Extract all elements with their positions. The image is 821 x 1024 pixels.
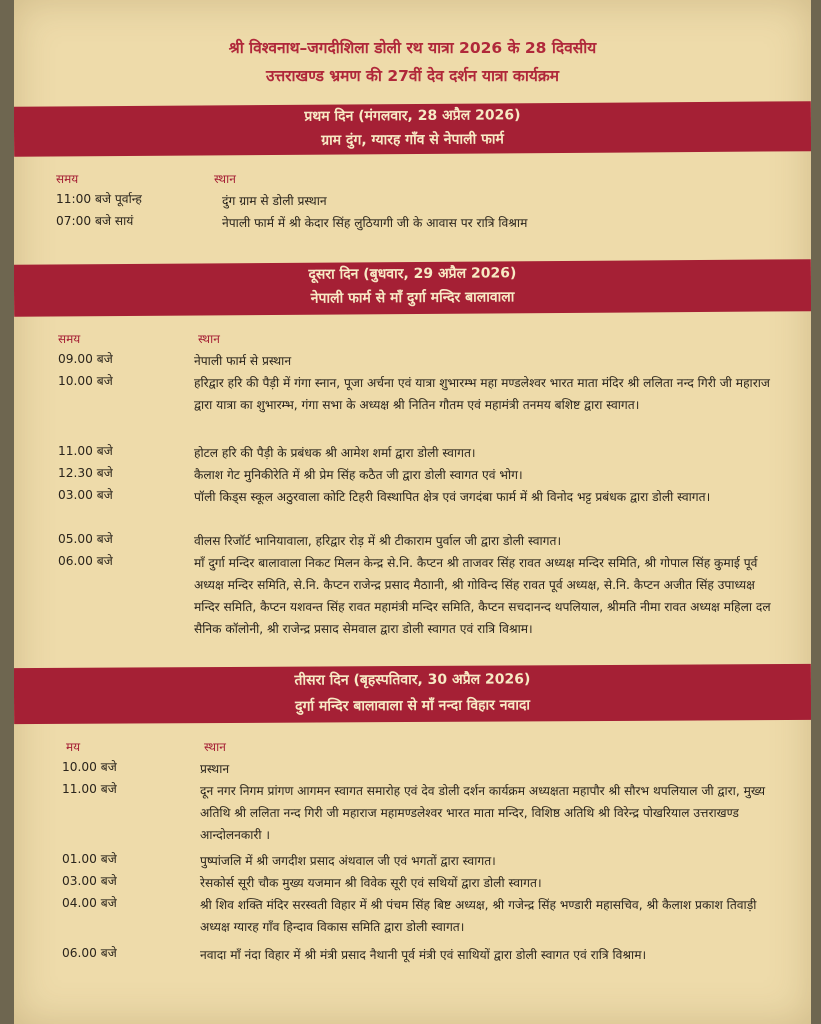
page-title	[14, 34, 811, 90]
row-desc: दुंग ग्राम से डोली प्रस्थान	[222, 194, 327, 208]
row-desc: नेपाली फार्म में श्री केदार सिंह लुठियागी जी के आवास पर रात्रि विश्राम	[222, 216, 528, 230]
row-desc: पॉली किड्स स्कूल अठुरवाला कोटि टिहरी विस्थापित क्षेत्र एवं जगदंबा फार्म में श्री विनोद भट्ट प्रबंधक द्वारा डोली स्वागत।	[194, 490, 711, 504]
day3-place-header: स्थान	[204, 740, 226, 754]
day2-route: नेपाली फार्म से माँ दुर्गा मन्दिर बालावाला	[310, 289, 515, 307]
row-desc: वीलस रिजॉर्ट भानियावाला, हरिद्वार रोड़ में श्री टीकाराम पुर्वाल जी द्वारा डोली स्वागत।	[194, 534, 562, 548]
brochure-page	[14, 0, 811, 1024]
row-time: 06.00 बजे	[58, 554, 113, 568]
day1-banner	[14, 101, 811, 157]
row-time: 01.00 बजे	[62, 852, 117, 866]
row-time: 04.00 बजे	[62, 896, 117, 910]
day3-title: तीसरा दिन (बृहस्पतिवार, 30 अप्रैल 2026)	[294, 671, 531, 689]
row-desc: श्री शिव शक्ति मंदिर सरस्वती विहार में श्री पंचम सिंह बिष्ट अध्यक्ष, श्री गजेन्द्र सिंह भण्डारी महासचिव, श्री कैलाश प्रकाश तिवाड़ी अध्यक्ष ग्यारह गाँव हिन्दाव विकास समिति द्वारा डोली स्वागत।	[200, 898, 757, 934]
row-time: 06.00 बजे	[62, 946, 117, 960]
row-desc: नवादा माँ नंदा विहार में श्री मंत्री प्रसाद नैथानी पूर्व मंत्री एवं साथियों द्वारा डोली स्वागत एवं रात्रि विश्राम।	[200, 948, 647, 962]
day1-route: ग्राम दुंग, ग्यारह गाँव से नेपाली फार्म	[321, 131, 504, 149]
row-time: 11.00 बजे	[62, 782, 117, 796]
row-desc: रेसकोर्स सूरी चौक मुख्य यजमान श्री विवेक सूरी एवं सथियों द्वारा डोली स्वागत।	[200, 876, 542, 890]
row-time: 11:00 बजे पूर्वान्ह	[56, 192, 142, 206]
title-line-1: श्री विश्वनाथ–जगदीशिला डोली रथ यात्रा 2026 के 28 दिवसीय	[228, 39, 597, 57]
row-desc: नेपाली फार्म से प्रस्थान	[194, 354, 292, 368]
day2-place-header: स्थान	[198, 332, 220, 346]
title-line-2: उत्तराखण्ड भ्रमण की 27वीं देव दर्शन यात्रा कार्यक्रम	[265, 67, 560, 85]
row-time: 03.00 बजे	[58, 488, 113, 502]
day1-title: प्रथम दिन (मंगलवार, 28 अप्रैल 2026)	[304, 107, 521, 125]
row-desc: कैलाश गेट मुनिकीरेति में श्री प्रेम सिंह कठैत जी द्वारा डोली स्वागत एवं भोग।	[194, 468, 523, 482]
day1-time-header: समय	[56, 172, 79, 186]
row-desc: पुष्पांजलि में श्री जगदीश प्रसाद अंथवाल जी एवं भगतों द्वारा स्वागत।	[200, 854, 496, 868]
day3-route: दुर्गा मन्दिर बालावाला से माँ नन्दा विहार नवादा	[295, 697, 531, 715]
row-time: 12.30 बजे	[58, 466, 113, 480]
day1-place-header: स्थान	[214, 172, 236, 186]
day3-time-header: मय	[66, 740, 81, 754]
day2-time-header: समय	[58, 332, 81, 346]
row-time: 05.00 बजे	[58, 532, 113, 546]
row-desc: हरिद्वार हरि की पैड़ी में गंगा स्नान, पूजा अर्चना एवं यात्रा शुभारम्भ महा मण्डलेश्वर भारत माता मंदिर श्री ललिता नन्द गिरी जी महाराज द्वारा यात्रा का शुभारम्भ, गंगा सभा के अध्यक्ष श्री नितिन गौतम एवं महामंत्री तनमय बशिष्ट द्वारा स्वागत।	[194, 376, 770, 412]
row-time: 10.00 बजे	[58, 374, 113, 388]
row-desc: माँ दुर्गा मन्दिर बालावाला निकट मिलन केन्द्र से.नि. कैप्टन श्री ताजवर सिंह रावत अध्यक्ष मन्दिर समिति, श्री गोपाल सिंह कुमाई पूर्व अध्यक्ष मन्दिर समिति, से.नि. कैप्टन राजेन्द्र प्रसाद मैठाानी, श्री गोविन्द सिंह रावत पूर्व अध्यक्ष, से.नि. कैप्टन अजीत सिंह उपाध्यक्ष मन्दिर समिति, कैप्टन यशवन्त सिंह रावत महामंत्री मन्दिर समिति, कैप्टन सचदानन्द थपलियाल, श्रीमति नीमा रावत अध्यक्ष महिला दल सैनिक कॉलोनी, श्री राजेन्द्र प्रसाद सेमवाल द्वारा डोली स्वागत एवं रात्रि विश्राम।	[194, 556, 771, 636]
row-time: 07:00 बजे सायं	[56, 214, 134, 228]
row-time: 03.00 बजे	[62, 874, 117, 888]
day2-banner	[14, 259, 811, 317]
row-time: 11.00 बजे	[58, 444, 113, 458]
row-desc: होटल हरि की पैड़ी के प्रबंधक श्री आमेश शर्मा द्वारा डोली स्वागत।	[194, 446, 476, 460]
day2-title: दूसरा दिन (बुधवार, 29 अप्रैल 2026)	[308, 265, 517, 283]
row-time: 10.00 बजे	[62, 760, 117, 774]
row-time: 09.00 बजे	[58, 352, 113, 366]
row-desc: दून नगर निगम प्रांगण आगमन स्वागत समारोह एवं देव डोली दर्शन कार्यक्रम अध्यक्षता महापौर श्री सौरभ थपलियाल जी द्वारा, मुख्य अतिथि श्री ललिता नन्द गिरी जी महाराज महामण्डलेश्वर भारत माता मन्दिर, विशिष्ठ अतिथि श्री विरेन्द्र पोखरियाल उत्तराखण्ड आन्दोलनकारी ।	[200, 784, 766, 842]
row-desc: प्रस्थान	[200, 762, 230, 776]
day3-banner	[14, 664, 811, 724]
